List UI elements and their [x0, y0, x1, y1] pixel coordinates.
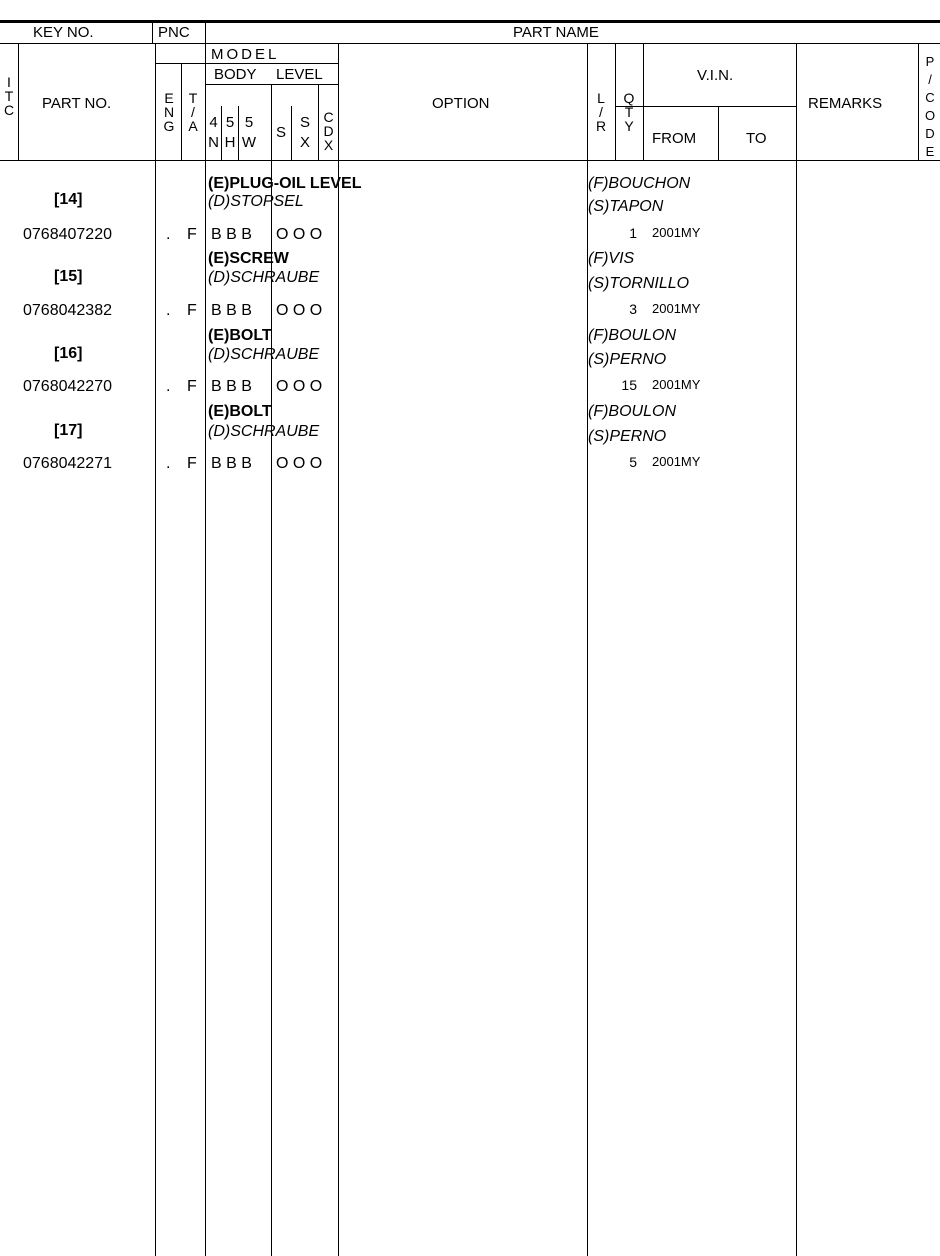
remarks-header: REMARKS	[808, 95, 883, 112]
body-col-5h: 5 H	[224, 114, 236, 151]
part-number: 0768042270	[23, 378, 112, 395]
name-german: (D)SCHRAUBE	[208, 269, 320, 286]
itc-header: I T C	[3, 74, 15, 118]
level-cdx-header: C D X	[323, 109, 334, 153]
name-french: (F)BOULON	[588, 403, 676, 420]
vin-to-header: TO	[746, 130, 767, 147]
name-english: (E)SCREW	[208, 250, 289, 267]
eng-header: E N G	[163, 90, 175, 134]
name-english: (E)BOLT	[208, 403, 272, 420]
eng-ta-divider	[181, 63, 182, 160]
vin-header: V.I.N.	[697, 67, 734, 84]
key-number: [15]	[54, 268, 83, 285]
quantity: 15	[621, 377, 637, 393]
name-spanish: (S)PERNO	[588, 351, 667, 368]
body-header: BODY	[214, 66, 257, 83]
name-german: (D)SCHRAUBE	[208, 346, 320, 363]
name-english: (E)BOLT	[208, 327, 272, 344]
body-values: B B B	[211, 455, 252, 472]
level-values: O O O	[276, 226, 323, 243]
name-english: (E)PLUG-OIL LEVEL	[208, 175, 362, 192]
part-number: 0768407220	[23, 226, 112, 243]
vin-from: 2001MY	[652, 454, 701, 469]
level-header: LEVEL	[276, 66, 323, 83]
level-values: O O O	[276, 455, 323, 472]
ta-value: F	[187, 378, 197, 395]
body-values: B B B	[211, 302, 252, 319]
level-values: O O O	[276, 302, 323, 319]
level-sx-header: S X	[299, 114, 310, 151]
name-german: (D)SCHRAUBE	[208, 423, 320, 440]
ta-value: F	[187, 226, 197, 243]
part-no-header: PART NO.	[42, 95, 112, 112]
ta-value: F	[187, 302, 197, 319]
pnc-header: PNC	[158, 24, 190, 41]
eng-value: .	[166, 226, 171, 243]
parts-entry-14	[0, 170, 940, 248]
body-col-5w: 5 W	[241, 114, 257, 151]
body-col-4n: 4 N	[208, 114, 219, 151]
top-rule	[0, 20, 940, 23]
parts-entry-16	[0, 326, 940, 404]
eng-value: .	[166, 455, 171, 472]
eng-value: .	[166, 302, 171, 319]
vin-from-header: FROM	[652, 130, 697, 147]
level-values: O O O	[276, 378, 323, 395]
from-to-divider	[718, 106, 719, 160]
part-number: 0768042271	[23, 455, 112, 472]
part-name-header: PART NAME	[513, 24, 599, 41]
parts-entry-17	[0, 404, 940, 482]
vin-from: 2001MY	[652, 301, 701, 316]
qty-header: Q T Y	[623, 90, 635, 134]
name-german: (D)STOPSEL	[208, 193, 304, 210]
ta-value: F	[187, 455, 197, 472]
vin-from: 2001MY	[652, 225, 701, 240]
lr-qty-divider	[615, 43, 616, 160]
itc-partno-divider	[18, 43, 19, 160]
key-number: [17]	[54, 422, 83, 439]
lr-header: L / R	[595, 90, 607, 134]
quantity: 3	[629, 301, 637, 317]
qty-vin-divider	[643, 43, 644, 160]
name-spanish: (S)TORNILLO	[588, 275, 690, 292]
name-french: (F)VIS	[588, 250, 635, 267]
eng-value: .	[166, 378, 171, 395]
name-spanish: (S)TAPON	[588, 198, 664, 215]
body-values: B B B	[211, 378, 252, 395]
option-header: OPTION	[432, 95, 490, 112]
name-french: (F)BOUCHON	[588, 175, 691, 192]
pcode-header: P / C O D E	[924, 54, 936, 159]
name-spanish: (S)PERNO	[588, 428, 667, 445]
body-values: B B B	[211, 226, 252, 243]
parts-entry-15	[0, 248, 940, 326]
keyno-pnc-divider	[152, 21, 153, 43]
name-french: (F)BOULON	[588, 327, 676, 344]
quantity: 1	[629, 225, 637, 241]
quantity: 5	[629, 454, 637, 470]
vin-from: 2001MY	[652, 377, 701, 392]
key-no-header: KEY NO.	[33, 24, 94, 41]
key-number: [16]	[54, 345, 83, 362]
level-s-header: S	[276, 124, 287, 141]
ta-header: T / A	[188, 90, 198, 134]
key-number: [14]	[54, 191, 83, 208]
header-row1-bottom	[0, 43, 940, 44]
model-header: MODEL	[211, 46, 280, 63]
pnc-partname-divider	[205, 21, 206, 43]
model-label-bottom	[155, 63, 338, 64]
header-bottom	[0, 160, 940, 161]
part-number: 0768042382	[23, 302, 112, 319]
remarks-pcode-divider	[918, 43, 919, 160]
